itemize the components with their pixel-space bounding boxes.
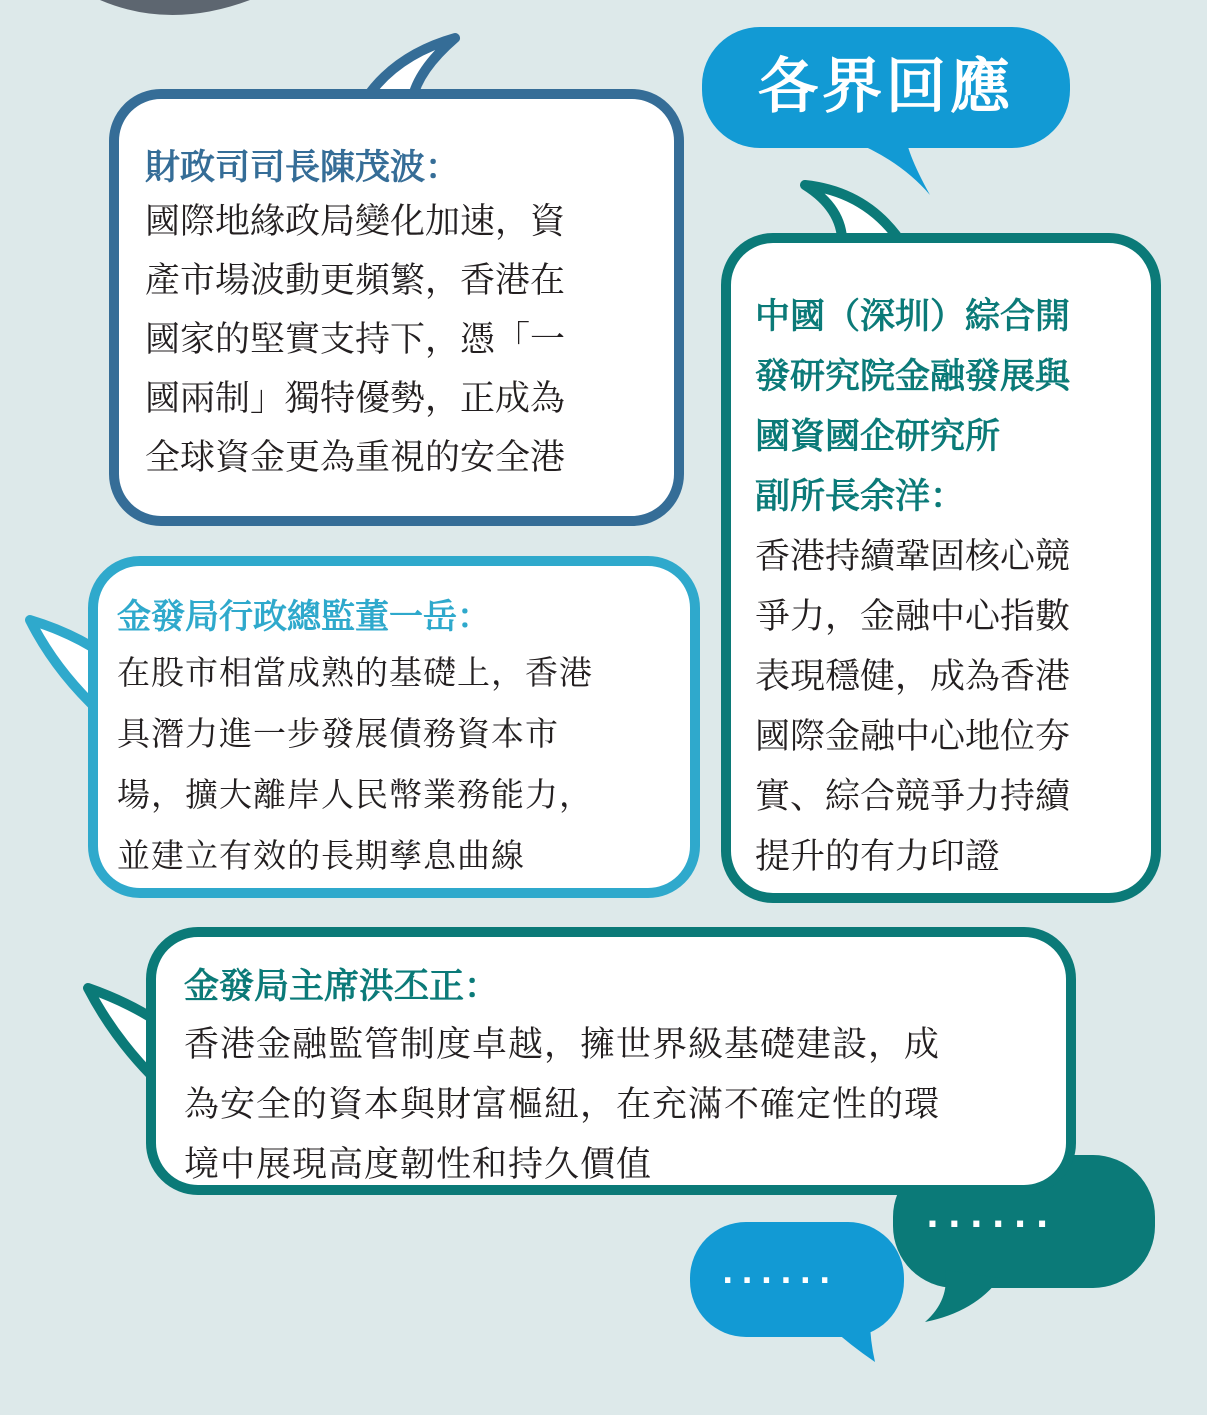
quote-bubble-chen-mo-po bbox=[109, 89, 684, 526]
quote-bubble-tung-yat-ngok bbox=[88, 556, 700, 898]
blue-ellipsis-text: ...... bbox=[722, 1256, 839, 1291]
section-title: 各界回應 bbox=[758, 52, 1014, 122]
speaker-line: 國資國企研究所 bbox=[755, 417, 1001, 457]
speaker-name: 財政司司長陳茂波： bbox=[145, 148, 461, 188]
quote-line: 產市場波動更頻繁，香港在 bbox=[145, 261, 566, 301]
section-title-badge bbox=[702, 27, 1070, 148]
speaker-name bbox=[755, 287, 1145, 527]
speaker-line: 副所長余洋： bbox=[755, 477, 966, 517]
quote-line: 為安全的資本與財富樞紐，在充滿不確定性的環 bbox=[184, 1085, 941, 1125]
quote-line: 國家的堅實支持下，憑「一 bbox=[145, 320, 566, 360]
speaker-line: 中國（深圳）綜合開 bbox=[755, 297, 1071, 337]
quote-line: 具潛力進一步發展債務資本市 bbox=[117, 714, 559, 753]
quote-text bbox=[184, 1015, 1064, 1195]
quote-line: 在股市相當成熟的基礎上，香港 bbox=[117, 653, 593, 692]
quote-line: 提升的有力印證 bbox=[755, 837, 1001, 877]
corner-circle-decoration bbox=[100, 0, 250, 15]
quote-line: 國際金融中心地位夯 bbox=[755, 717, 1071, 757]
quote-bubble-yu-yang bbox=[721, 233, 1161, 903]
quote-bubble-hung-pi-cheng bbox=[146, 927, 1076, 1195]
quote-text bbox=[755, 527, 1145, 887]
quote-line: 全球資金更為重視的安全港 bbox=[145, 438, 566, 478]
quote-line: 香港金融監管制度卓越，擁世界級基礎建設，成 bbox=[184, 1025, 941, 1065]
quote-line: 表現穩健，成為香港 bbox=[755, 657, 1071, 697]
quote-line: 國際地緣政局變化加速，資 bbox=[145, 202, 566, 242]
quote-text bbox=[117, 642, 687, 886]
blue-ellipsis-bubble-tail bbox=[828, 1320, 875, 1362]
quote-line: 並建立有效的長期孳息曲線 bbox=[117, 836, 525, 875]
speaker-name: 金發局主席洪丕正： bbox=[184, 967, 500, 1007]
quote-line: 國兩制」獨特優勢，正成為 bbox=[145, 379, 566, 419]
quote-line: 場，擴大離岸人民幣業務能力， bbox=[117, 775, 593, 814]
teal-ellipsis-text: ...... bbox=[926, 1196, 1058, 1236]
quote-line: 實、綜合競爭力持續 bbox=[755, 777, 1071, 817]
quote-text bbox=[145, 193, 650, 488]
speaker-name: 金發局行政總監董一岳： bbox=[117, 597, 491, 637]
quote-line: 境中展現高度韌性和持久價值 bbox=[184, 1145, 653, 1185]
speaker-line: 發研究院金融發展與 bbox=[755, 357, 1071, 397]
quote-line: 香港持續鞏固核心競 bbox=[755, 537, 1071, 577]
quote-line: 爭力，金融中心指數 bbox=[755, 597, 1071, 637]
